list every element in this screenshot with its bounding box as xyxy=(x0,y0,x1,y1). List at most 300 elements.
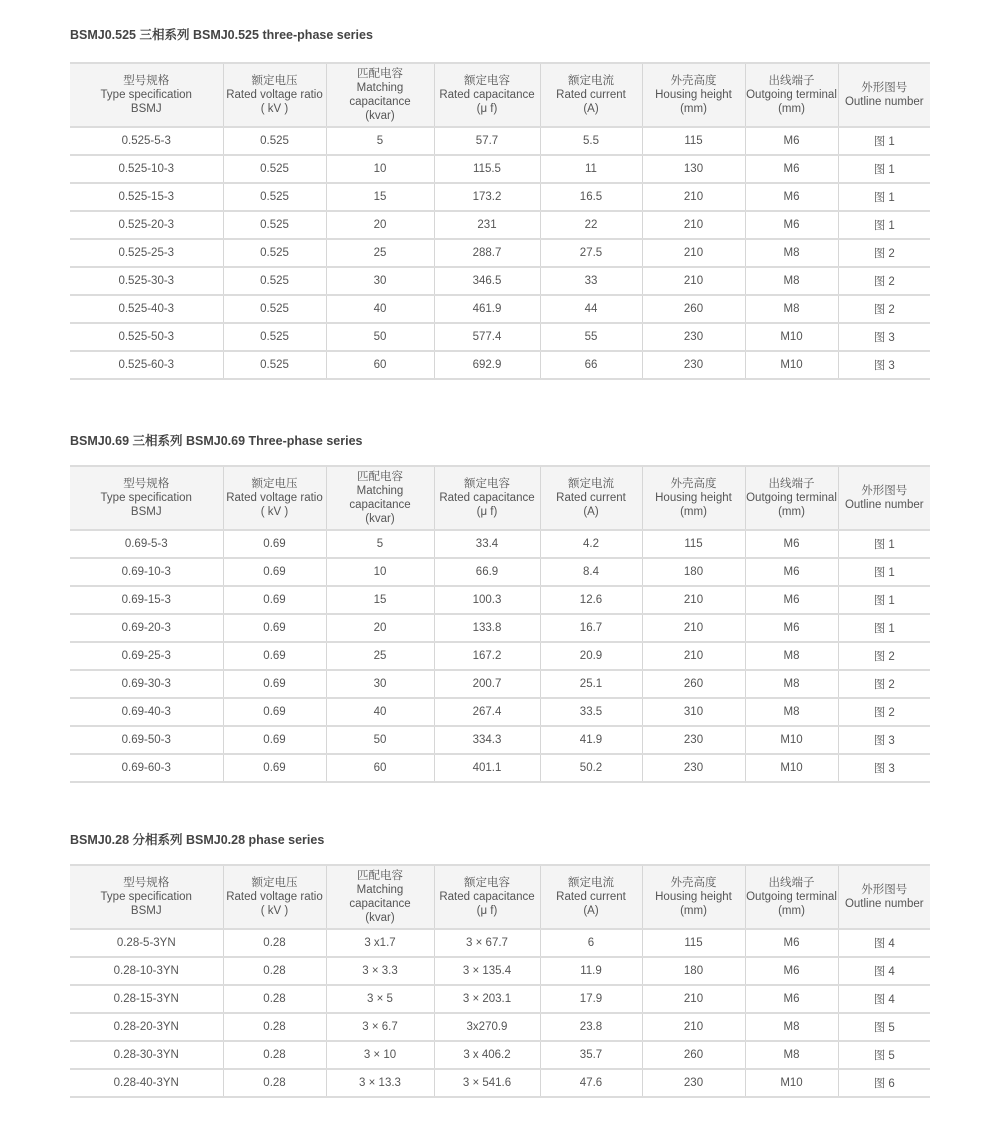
cell-rated-capacitance: 692.9 xyxy=(434,351,540,379)
header-unit-label: (μ f) xyxy=(476,506,498,518)
cell-rated-voltage: 0.69 xyxy=(223,698,326,726)
cell-housing-height: 210 xyxy=(642,239,745,267)
header-english-label: Type specification xyxy=(100,492,192,504)
cell-outgoing-terminal: M10 xyxy=(745,1069,838,1097)
cell-housing-height: 180 xyxy=(642,957,745,985)
header-chinese-label: 额定电压 xyxy=(251,75,298,87)
header-english-label: capacitance xyxy=(349,499,411,511)
cell-outline-number: 图 2 xyxy=(838,670,930,698)
column-header-matching-capacitance xyxy=(326,466,434,530)
cell-housing-height: 230 xyxy=(642,726,745,754)
header-chinese-label: 外形图号 xyxy=(861,82,908,94)
column-header-matching-capacitance xyxy=(326,865,434,929)
table-row xyxy=(70,323,930,351)
header-unit-label: (μ f) xyxy=(476,103,498,115)
cell-rated-capacitance: 334.3 xyxy=(434,726,540,754)
header-chinese-label: 额定电容 xyxy=(464,75,510,87)
cell-matching-capacitance: 3 × 5 xyxy=(326,985,434,1013)
cell-matching-capacitance: 15 xyxy=(326,586,434,614)
header-chinese-label: 出线端子 xyxy=(768,877,815,889)
header-unit-label: (mm) xyxy=(680,103,707,115)
column-header-matching-capacitance xyxy=(326,63,434,127)
column-header-outline-number xyxy=(838,865,930,929)
header-english-label: capacitance xyxy=(349,898,411,910)
cell-rated-capacitance: 3 × 541.6 xyxy=(434,1069,540,1097)
series-section-028 xyxy=(70,830,930,1090)
header-unit-label: (kvar) xyxy=(365,912,395,924)
header-chinese-label: 额定电流 xyxy=(568,877,614,889)
cell-rated-current: 55 xyxy=(540,323,642,351)
cell-rated-voltage: 0.28 xyxy=(223,985,326,1013)
column-header-rated-capacitance xyxy=(434,466,540,530)
header-unit-label: (A) xyxy=(583,905,599,917)
header-english-label: Rated current xyxy=(556,89,626,101)
cell-matching-capacitance: 30 xyxy=(326,267,434,295)
cell-type-specification: 0.28-5-3YN xyxy=(116,937,176,949)
table-row xyxy=(70,239,930,267)
column-header-type-specification xyxy=(70,466,223,530)
header-unit-label: (A) xyxy=(583,103,599,115)
cell-outline-number: 图 1 xyxy=(838,183,930,211)
table-row xyxy=(70,614,930,642)
cell-type-specification: 0.525-5-3 xyxy=(121,135,171,147)
cell-housing-height: 230 xyxy=(642,754,745,782)
cell-housing-height: 230 xyxy=(642,351,745,379)
cell-type-specification: 0.69-20-3 xyxy=(121,622,171,634)
section-title: BSMJ0.69 三相系列 BSMJ0.69 Three-phase series xyxy=(70,434,363,448)
header-english-label: Rated capacitance xyxy=(439,89,535,101)
cell-housing-height: 260 xyxy=(642,1041,745,1069)
column-header-rated-capacitance xyxy=(434,63,540,127)
header-chinese-label: 外壳高度 xyxy=(670,877,717,889)
cell-rated-current: 50.2 xyxy=(540,754,642,782)
header-english-label: Matching xyxy=(356,884,404,896)
table-row xyxy=(70,530,930,558)
cell-rated-voltage: 0.525 xyxy=(223,267,326,295)
column-header-rated-current xyxy=(540,466,642,530)
cell-rated-current: 4.2 xyxy=(540,530,642,558)
cell-matching-capacitance: 3 × 6.7 xyxy=(326,1013,434,1041)
cell-rated-capacitance: 115.5 xyxy=(434,155,540,183)
header-chinese-label: 额定电流 xyxy=(568,75,614,87)
cell-rated-voltage: 0.69 xyxy=(223,670,326,698)
column-header-rated-capacitance xyxy=(434,865,540,929)
cell-outgoing-terminal: M6 xyxy=(745,211,838,239)
header-unit-label: (μ f) xyxy=(476,905,498,917)
cell-rated-current: 16.7 xyxy=(540,614,642,642)
cell-outgoing-terminal: M6 xyxy=(745,155,838,183)
cell-rated-current: 25.1 xyxy=(540,670,642,698)
cell-outline-number: 图 2 xyxy=(838,267,930,295)
cell-matching-capacitance: 60 xyxy=(326,351,434,379)
cell-rated-current: 23.8 xyxy=(540,1013,642,1041)
cell-housing-height: 210 xyxy=(642,985,745,1013)
series-section-0525 xyxy=(70,25,930,372)
table-row xyxy=(70,754,930,782)
cell-housing-height: 260 xyxy=(642,295,745,323)
cell-rated-current: 47.6 xyxy=(540,1069,642,1097)
table-row xyxy=(70,351,930,379)
cell-outline-number: 图 2 xyxy=(838,698,930,726)
cell-rated-current: 8.4 xyxy=(540,558,642,586)
header-row xyxy=(70,63,930,127)
cell-rated-voltage: 0.69 xyxy=(223,614,326,642)
cell-type-specification: 0.525-40-3 xyxy=(118,303,175,315)
header-unit-label: (mm) xyxy=(778,103,805,115)
header-english-label: Outline number xyxy=(844,898,924,910)
cell-rated-voltage: 0.525 xyxy=(223,351,326,379)
cell-rated-capacitance: 577.4 xyxy=(434,323,540,351)
cell-outline-number: 图 3 xyxy=(838,351,930,379)
cell-rated-current: 12.6 xyxy=(540,586,642,614)
cell-outline-number: 图 1 xyxy=(838,127,930,155)
cell-matching-capacitance: 40 xyxy=(326,698,434,726)
header-unit-label: (mm) xyxy=(680,905,707,917)
cell-type-specification: 0.28-10-3YN xyxy=(113,965,179,977)
table-row xyxy=(70,211,930,239)
table-row xyxy=(70,183,930,211)
cell-rated-capacitance: 3x270.9 xyxy=(434,1013,540,1041)
cell-outline-number: 图 4 xyxy=(838,929,930,957)
cell-outgoing-terminal: M8 xyxy=(745,295,838,323)
cell-matching-capacitance: 20 xyxy=(326,614,434,642)
header-english-label: Outgoing terminal xyxy=(746,89,837,101)
cell-outgoing-terminal: M10 xyxy=(745,323,838,351)
header-chinese-label: 匹配电容 xyxy=(357,68,403,80)
header-english-label: Rated capacitance xyxy=(439,891,535,903)
cell-type-specification: 0.28-20-3YN xyxy=(113,1021,179,1033)
header-english-label: Matching xyxy=(356,82,404,94)
cell-housing-height: 210 xyxy=(642,586,745,614)
column-header-housing-height xyxy=(642,63,745,127)
header-unit-label: BSMJ xyxy=(130,905,162,917)
cell-rated-voltage: 0.525 xyxy=(223,155,326,183)
cell-outgoing-terminal: M8 xyxy=(745,642,838,670)
cell-rated-capacitance: 133.8 xyxy=(434,614,540,642)
cell-rated-current: 44 xyxy=(540,295,642,323)
table-row xyxy=(70,295,930,323)
cell-matching-capacitance: 3 × 3.3 xyxy=(326,957,434,985)
cell-rated-capacitance: 267.4 xyxy=(434,698,540,726)
cell-matching-capacitance: 20 xyxy=(326,211,434,239)
cell-matching-capacitance: 5 xyxy=(326,530,434,558)
cell-rated-voltage: 0.28 xyxy=(223,1013,326,1041)
cell-rated-voltage: 0.69 xyxy=(223,726,326,754)
header-chinese-label: 匹配电容 xyxy=(357,471,403,483)
header-chinese-label: 外形图号 xyxy=(861,485,908,497)
cell-outline-number: 图 1 xyxy=(838,586,930,614)
cell-rated-capacitance: 100.3 xyxy=(434,586,540,614)
header-english-label: Housing height xyxy=(655,891,732,903)
cell-outline-number: 图 4 xyxy=(838,957,930,985)
cell-outline-number: 图 2 xyxy=(838,642,930,670)
cell-housing-height: 210 xyxy=(642,183,745,211)
header-chinese-label: 外壳高度 xyxy=(670,478,717,490)
header-english-label: Rated current xyxy=(556,891,626,903)
cell-outgoing-terminal: M8 xyxy=(745,267,838,295)
header-english-label: Housing height xyxy=(655,89,732,101)
header-chinese-label: 出线端子 xyxy=(768,75,815,87)
column-header-outgoing-terminal xyxy=(745,865,838,929)
header-english-label: Rated capacitance xyxy=(439,492,535,504)
cell-outline-number: 图 1 xyxy=(838,530,930,558)
header-chinese-label: 额定电容 xyxy=(464,478,510,490)
cell-rated-voltage: 0.525 xyxy=(223,183,326,211)
cell-rated-voltage: 0.525 xyxy=(223,239,326,267)
section-title: BSMJ0.28 分相系列 BSMJ0.28 phase series xyxy=(70,833,325,847)
cell-outline-number: 图 1 xyxy=(838,614,930,642)
header-english-label: Outline number xyxy=(844,96,924,108)
header-chinese-label: 额定电流 xyxy=(568,478,614,490)
cell-type-specification: 0.525-20-3 xyxy=(118,219,175,231)
cell-housing-height: 210 xyxy=(642,267,745,295)
header-unit-label: BSMJ xyxy=(130,103,162,115)
cell-matching-capacitance: 3 × 10 xyxy=(326,1041,434,1069)
cell-housing-height: 210 xyxy=(642,211,745,239)
cell-type-specification: 0.69-25-3 xyxy=(121,650,171,662)
column-header-rated-voltage xyxy=(223,466,326,530)
cell-type-specification: 0.69-5-3 xyxy=(124,538,168,550)
column-header-type-specification xyxy=(70,63,223,127)
cell-outline-number: 图 3 xyxy=(838,323,930,351)
cell-housing-height: 115 xyxy=(642,127,745,155)
cell-rated-capacitance: 57.7 xyxy=(434,127,540,155)
table-row xyxy=(70,267,930,295)
spec-table-028 xyxy=(70,864,930,1098)
cell-rated-current: 33 xyxy=(540,267,642,295)
header-english-label: Type specification xyxy=(100,89,192,101)
cell-rated-voltage: 0.28 xyxy=(223,1069,326,1097)
cell-outline-number: 图 1 xyxy=(838,558,930,586)
cell-rated-voltage: 0.69 xyxy=(223,586,326,614)
table-row xyxy=(70,642,930,670)
cell-rated-capacitance: 33.4 xyxy=(434,530,540,558)
cell-rated-voltage: 0.525 xyxy=(223,211,326,239)
cell-outgoing-terminal: M8 xyxy=(745,239,838,267)
table-row xyxy=(70,1013,930,1041)
table-row xyxy=(70,985,930,1013)
cell-outgoing-terminal: M10 xyxy=(745,754,838,782)
cell-housing-height: 230 xyxy=(642,323,745,351)
cell-outline-number: 图 6 xyxy=(838,1069,930,1097)
cell-rated-capacitance: 3 x 406.2 xyxy=(434,1041,540,1069)
header-chinese-label: 额定电容 xyxy=(464,877,510,889)
cell-type-specification: 0.525-50-3 xyxy=(118,331,175,343)
cell-matching-capacitance: 5 xyxy=(326,127,434,155)
cell-type-specification: 0.28-30-3YN xyxy=(113,1049,179,1061)
cell-type-specification: 0.525-30-3 xyxy=(118,275,175,287)
header-unit-label: ( kV ) xyxy=(260,506,289,518)
column-header-rated-current xyxy=(540,63,642,127)
column-header-rated-voltage xyxy=(223,865,326,929)
column-header-type-specification xyxy=(70,865,223,929)
cell-rated-voltage: 0.69 xyxy=(223,558,326,586)
cell-rated-capacitance: 173.2 xyxy=(434,183,540,211)
header-chinese-label: 型号规格 xyxy=(123,877,170,889)
cell-outgoing-terminal: M6 xyxy=(745,957,838,985)
cell-type-specification: 0.69-40-3 xyxy=(121,706,171,718)
cell-rated-voltage: 0.28 xyxy=(223,1041,326,1069)
table-row xyxy=(70,586,930,614)
cell-matching-capacitance: 50 xyxy=(326,726,434,754)
cell-rated-current: 16.5 xyxy=(540,183,642,211)
cell-type-specification: 0.28-15-3YN xyxy=(113,993,179,1005)
cell-type-specification: 0.28-40-3YN xyxy=(113,1077,179,1089)
cell-type-specification: 0.525-60-3 xyxy=(118,359,175,371)
table-row xyxy=(70,929,930,957)
cell-housing-height: 130 xyxy=(642,155,745,183)
cell-type-specification: 0.69-10-3 xyxy=(121,566,171,578)
header-unit-label: (mm) xyxy=(778,506,805,518)
header-english-label: Outline number xyxy=(844,499,924,511)
cell-rated-current: 11.9 xyxy=(540,957,642,985)
header-unit-label: ( kV ) xyxy=(260,905,289,917)
cell-rated-capacitance: 3 × 203.1 xyxy=(434,985,540,1013)
cell-matching-capacitance: 25 xyxy=(326,239,434,267)
cell-rated-capacitance: 3 × 135.4 xyxy=(434,957,540,985)
cell-rated-current: 17.9 xyxy=(540,985,642,1013)
cell-housing-height: 180 xyxy=(642,558,745,586)
cell-rated-current: 6 xyxy=(540,929,642,957)
column-header-outgoing-terminal xyxy=(745,63,838,127)
header-row xyxy=(70,466,930,530)
cell-rated-voltage: 0.525 xyxy=(223,127,326,155)
header-unit-label: (mm) xyxy=(778,905,805,917)
cell-type-specification: 0.69-60-3 xyxy=(121,762,171,774)
table-row xyxy=(70,670,930,698)
header-row xyxy=(70,865,930,929)
cell-housing-height: 115 xyxy=(642,929,745,957)
header-chinese-label: 额定电压 xyxy=(251,478,298,490)
column-header-outline-number xyxy=(838,466,930,530)
cell-outgoing-terminal: M6 xyxy=(745,127,838,155)
cell-outgoing-terminal: M6 xyxy=(745,586,838,614)
header-chinese-label: 型号规格 xyxy=(123,478,170,490)
cell-housing-height: 115 xyxy=(642,530,745,558)
cell-rated-capacitance: 346.5 xyxy=(434,267,540,295)
cell-rated-voltage: 0.69 xyxy=(223,754,326,782)
header-unit-label: ( kV ) xyxy=(260,103,289,115)
spec-table-069 xyxy=(70,465,930,783)
spec-table-0525 xyxy=(70,62,930,380)
column-header-rated-voltage xyxy=(223,63,326,127)
cell-outline-number: 图 2 xyxy=(838,295,930,323)
table-row xyxy=(70,726,930,754)
column-header-housing-height xyxy=(642,466,745,530)
table-row xyxy=(70,1041,930,1069)
header-english-label: Rated voltage ratio xyxy=(226,89,323,101)
header-unit-label: (kvar) xyxy=(365,513,395,525)
cell-matching-capacitance: 60 xyxy=(326,754,434,782)
cell-rated-current: 22 xyxy=(540,211,642,239)
header-english-label: Rated current xyxy=(556,492,626,504)
cell-rated-voltage: 0.28 xyxy=(223,957,326,985)
cell-outgoing-terminal: M6 xyxy=(745,985,838,1013)
header-unit-label: (kvar) xyxy=(365,110,395,122)
cell-outgoing-terminal: M6 xyxy=(745,558,838,586)
table-row xyxy=(70,127,930,155)
cell-rated-current: 33.5 xyxy=(540,698,642,726)
header-unit-label: (mm) xyxy=(680,506,707,518)
cell-outgoing-terminal: M8 xyxy=(745,1041,838,1069)
cell-type-specification: 0.69-15-3 xyxy=(121,594,171,606)
column-header-rated-current xyxy=(540,865,642,929)
cell-matching-capacitance: 25 xyxy=(326,642,434,670)
cell-matching-capacitance: 10 xyxy=(326,155,434,183)
cell-outline-number: 图 1 xyxy=(838,155,930,183)
header-english-label: Rated voltage ratio xyxy=(226,492,323,504)
header-unit-label: (A) xyxy=(583,506,599,518)
cell-outline-number: 图 5 xyxy=(838,1013,930,1041)
cell-matching-capacitance: 15 xyxy=(326,183,434,211)
header-chinese-label: 额定电压 xyxy=(251,877,298,889)
cell-rated-voltage: 0.28 xyxy=(223,929,326,957)
cell-type-specification: 0.525-15-3 xyxy=(118,191,175,203)
cell-rated-current: 11 xyxy=(540,155,642,183)
cell-outgoing-terminal: M10 xyxy=(745,351,838,379)
table-row xyxy=(70,1069,930,1097)
cell-rated-capacitance: 66.9 xyxy=(434,558,540,586)
cell-outgoing-terminal: M8 xyxy=(745,1013,838,1041)
header-english-label: capacitance xyxy=(349,96,411,108)
cell-rated-current: 41.9 xyxy=(540,726,642,754)
cell-rated-voltage: 0.525 xyxy=(223,295,326,323)
cell-housing-height: 230 xyxy=(642,1069,745,1097)
table-row xyxy=(70,957,930,985)
header-chinese-label: 匹配电容 xyxy=(357,870,403,882)
header-english-label: Housing height xyxy=(655,492,732,504)
cell-rated-capacitance: 3 × 67.7 xyxy=(434,929,540,957)
header-english-label: Rated voltage ratio xyxy=(226,891,323,903)
column-header-housing-height xyxy=(642,865,745,929)
series-section-069 xyxy=(70,431,930,775)
cell-outgoing-terminal: M8 xyxy=(745,670,838,698)
column-header-outgoing-terminal xyxy=(745,466,838,530)
header-chinese-label: 外壳高度 xyxy=(670,75,717,87)
cell-rated-capacitance: 167.2 xyxy=(434,642,540,670)
cell-housing-height: 210 xyxy=(642,614,745,642)
cell-rated-voltage: 0.69 xyxy=(223,530,326,558)
cell-type-specification: 0.525-10-3 xyxy=(118,163,175,175)
cell-outgoing-terminal: M6 xyxy=(745,183,838,211)
cell-rated-current: 27.5 xyxy=(540,239,642,267)
cell-rated-current: 66 xyxy=(540,351,642,379)
cell-housing-height: 210 xyxy=(642,1013,745,1041)
cell-outline-number: 图 4 xyxy=(838,985,930,1013)
cell-type-specification: 0.69-30-3 xyxy=(121,678,171,690)
cell-housing-height: 210 xyxy=(642,642,745,670)
cell-outline-number: 图 5 xyxy=(838,1041,930,1069)
cell-matching-capacitance: 3 x1.7 xyxy=(326,929,434,957)
cell-matching-capacitance: 3 × 13.3 xyxy=(326,1069,434,1097)
header-english-label: Type specification xyxy=(100,891,192,903)
cell-rated-current: 35.7 xyxy=(540,1041,642,1069)
header-english-label: Outgoing terminal xyxy=(746,492,837,504)
cell-outgoing-terminal: M6 xyxy=(745,530,838,558)
cell-matching-capacitance: 10 xyxy=(326,558,434,586)
cell-rated-capacitance: 231 xyxy=(434,211,540,239)
cell-matching-capacitance: 40 xyxy=(326,295,434,323)
cell-outgoing-terminal: M6 xyxy=(745,614,838,642)
cell-outline-number: 图 1 xyxy=(838,211,930,239)
cell-matching-capacitance: 30 xyxy=(326,670,434,698)
header-english-label: Matching xyxy=(356,485,404,497)
cell-rated-capacitance: 401.1 xyxy=(434,754,540,782)
cell-rated-current: 5.5 xyxy=(540,127,642,155)
header-chinese-label: 外形图号 xyxy=(861,884,908,896)
cell-rated-capacitance: 461.9 xyxy=(434,295,540,323)
cell-outline-number: 图 3 xyxy=(838,726,930,754)
